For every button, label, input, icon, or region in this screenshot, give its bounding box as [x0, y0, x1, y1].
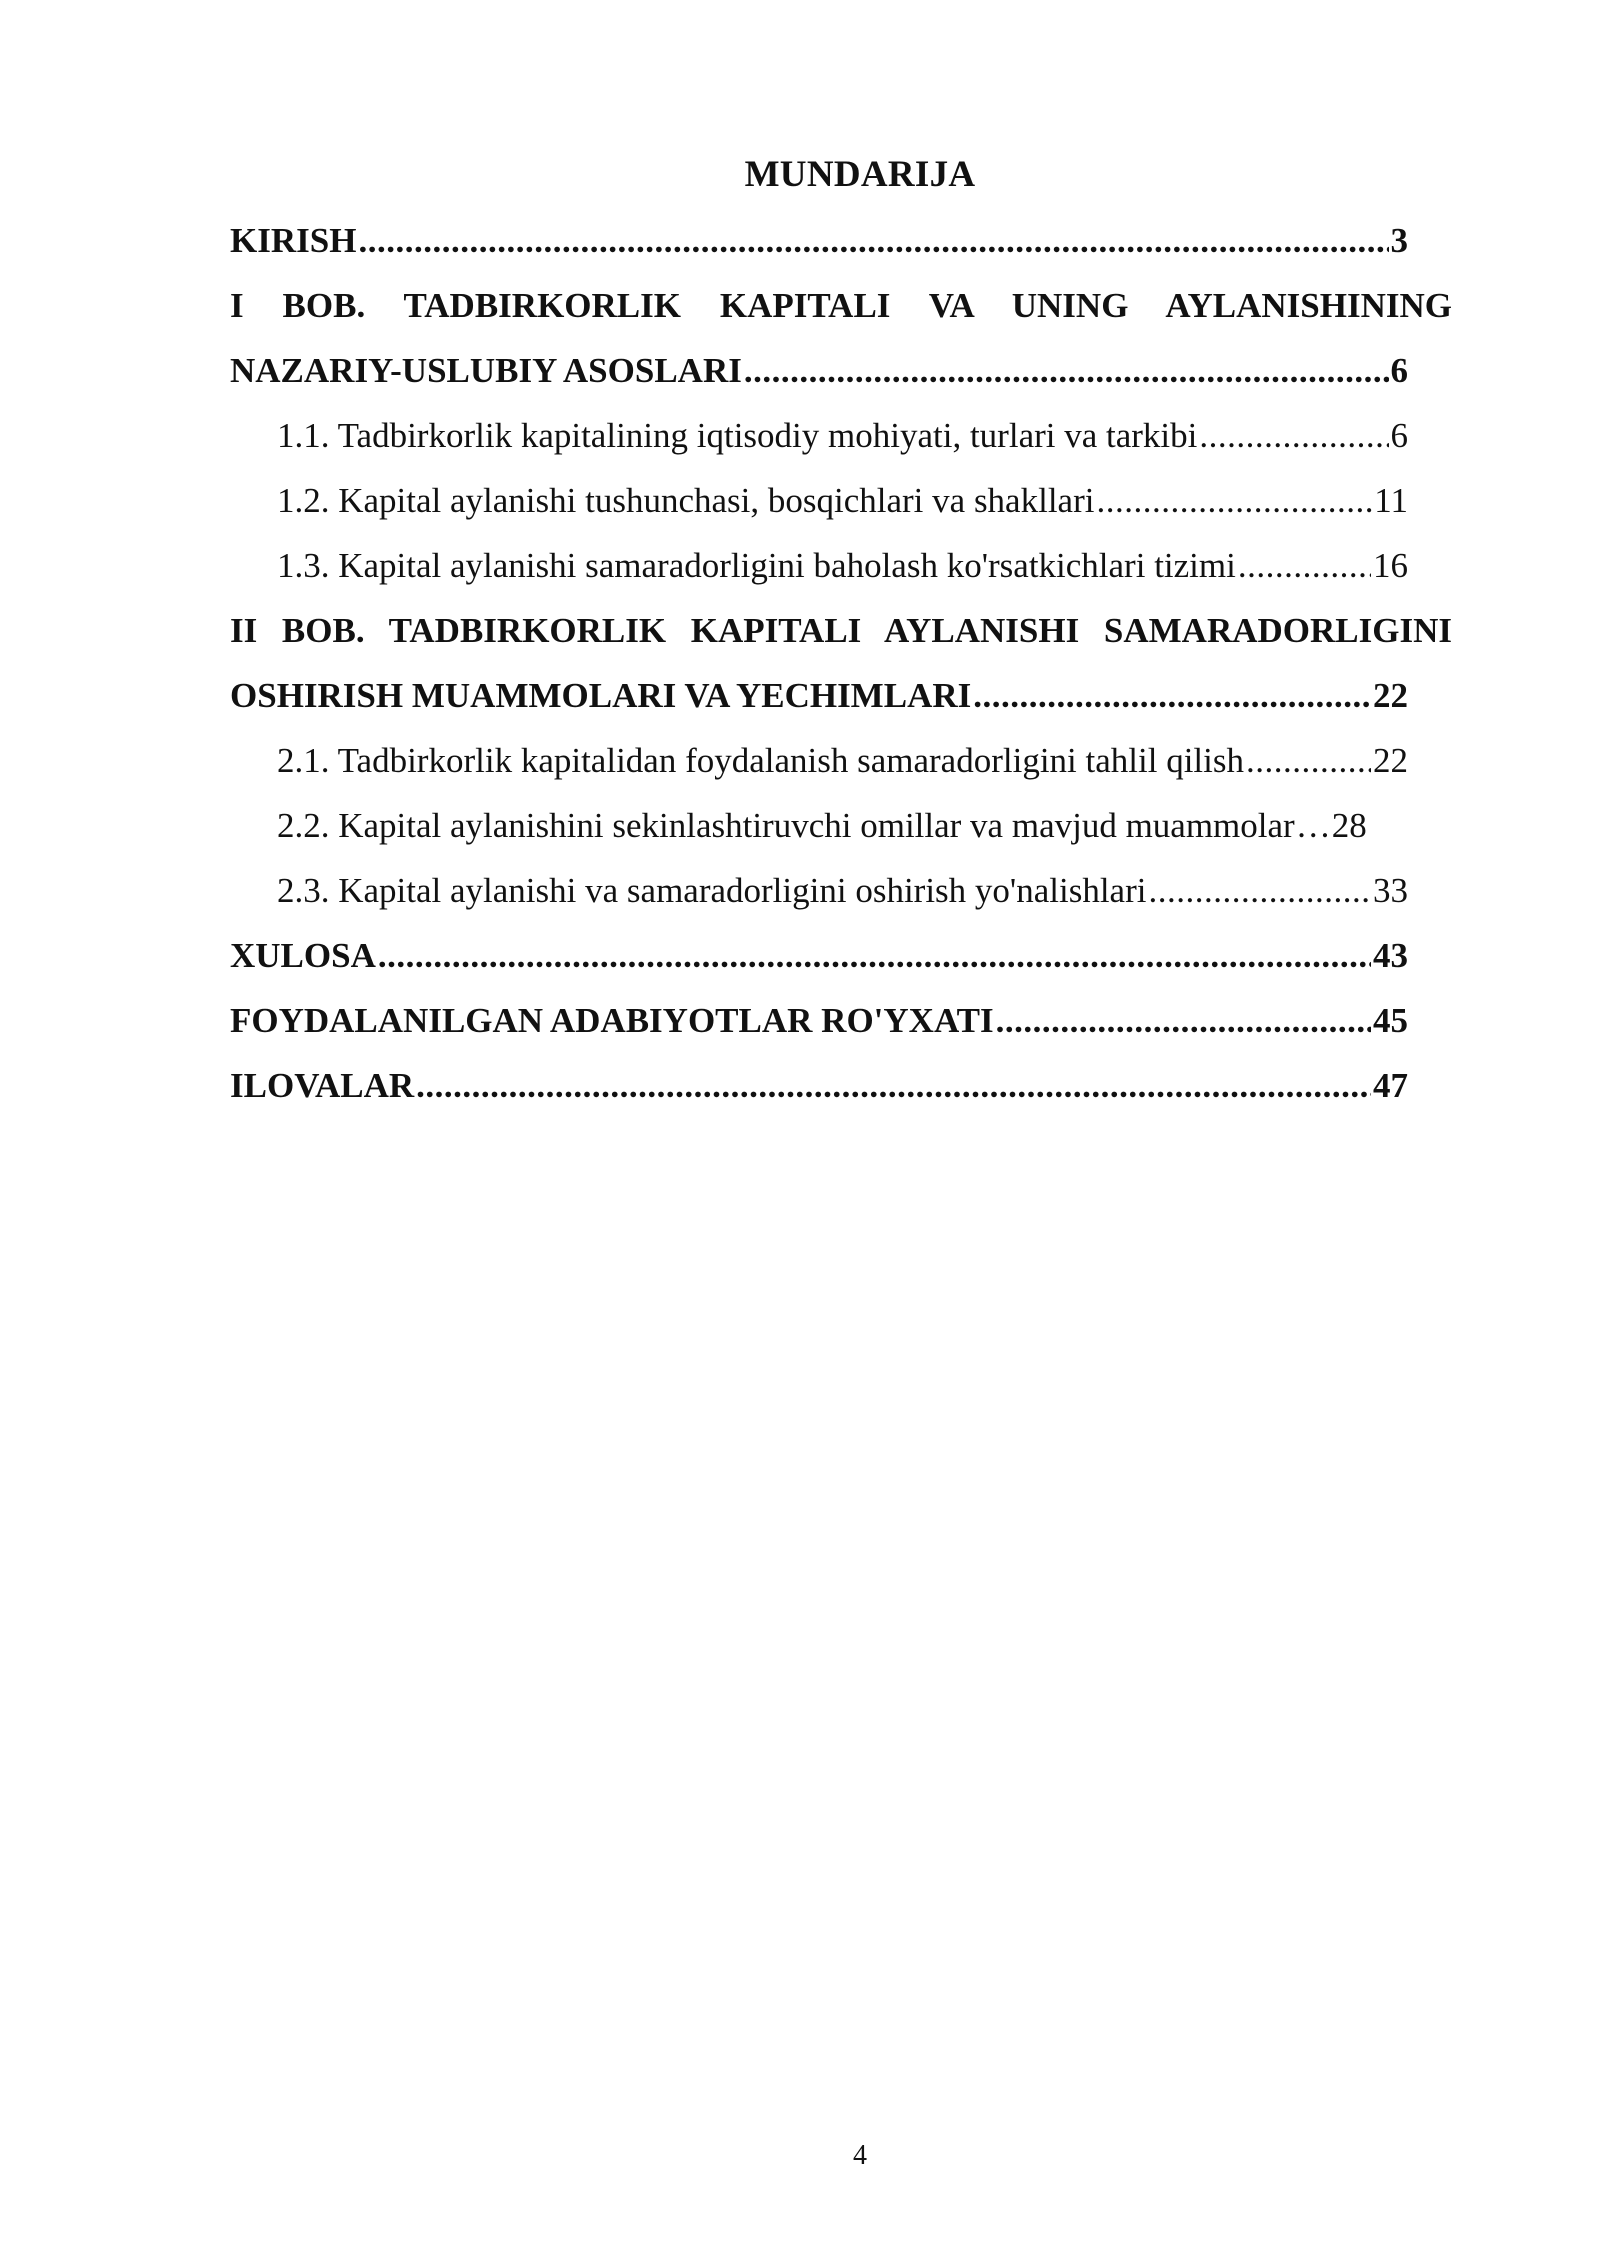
toc-entry-2-2[interactable]: [230, 793, 1452, 858]
toc-entry-label: KIRISH: [230, 221, 357, 260]
toc-page-number: 11: [1374, 481, 1408, 520]
toc-entry-kirish[interactable]: [230, 208, 1452, 273]
dot-leader: [416, 1053, 1371, 1118]
ellipsis-leader: …: [1295, 806, 1331, 845]
toc-entry-bob2[interactable]: [230, 598, 1452, 728]
toc-page-number: 33: [1373, 871, 1408, 910]
toc-page-number: 6: [1390, 416, 1408, 455]
toc-page-number: 45: [1373, 1001, 1408, 1040]
toc-page-number: 22: [1373, 741, 1408, 780]
toc-entry-1-1[interactable]: [230, 403, 1452, 468]
toc-page-number: 47: [1373, 1066, 1408, 1105]
toc-page-number: 3: [1390, 221, 1408, 260]
toc-entry-xulosa[interactable]: [230, 923, 1452, 988]
toc-entry-label: FOYDALANILGAN ADABIYOTLAR RO'YXATI: [230, 1001, 994, 1040]
dot-leader: [973, 663, 1371, 728]
toc-entry-label: 2.1. Tadbirkorlik kapitalidan foydalanish samaradorligini tahlil qilish: [277, 741, 1244, 780]
dot-leader: [744, 338, 1389, 403]
toc-page-number: 43: [1373, 936, 1408, 975]
toc-entry-label: XULOSA: [230, 936, 376, 975]
toc-entry-label: ILOVALAR: [230, 1066, 415, 1105]
dot-leader: [1096, 468, 1372, 533]
dot-leader: [1238, 533, 1371, 598]
table-of-contents: [230, 208, 1452, 1118]
toc-page-number: 28: [1331, 806, 1367, 845]
toc-entry-2-3[interactable]: [230, 858, 1452, 923]
toc-entry-2-1[interactable]: [230, 728, 1452, 793]
page-number: 4: [853, 2140, 867, 2171]
toc-entry-label: 2.2. Kapital aylanishini sekinlashtiruvchi omillar va mavjud muammolar: [277, 806, 1295, 845]
dot-leader: [996, 988, 1371, 1053]
toc-page-number: 6: [1390, 351, 1408, 390]
dot-leader: [1246, 728, 1371, 793]
toc-entry-label: 2.3. Kapital aylanishi va samaradorligini oshirish yo'nalishlari: [277, 871, 1147, 910]
toc-title: MUNDARIJA: [744, 154, 976, 195]
toc-entry-bob1[interactable]: [230, 273, 1452, 403]
dot-leader: [1148, 858, 1371, 923]
dot-leader: [1199, 403, 1388, 468]
toc-entry-label: 1.2. Kapital aylanishi tushunchasi, bosqichlari va shakllari: [277, 481, 1095, 520]
toc-entry-label: 1.1. Tadbirkorlik kapitalining iqtisodiy mohiyati, turlari va tarkibi: [277, 416, 1198, 455]
toc-page-number: 16: [1373, 546, 1408, 585]
toc-page-number: 22: [1373, 676, 1408, 715]
dot-leader: [358, 208, 1388, 273]
toc-entry-label-line2: OSHIRISH MUAMMOLARI VA YECHIMLARI: [230, 676, 972, 715]
toc-entry-label: 1.3. Kapital aylanishi samaradorligini baholash ko'rsatkichlari tizimi: [277, 546, 1236, 585]
dot-leader: [378, 923, 1371, 988]
toc-entry-ilovalar[interactable]: [230, 1053, 1452, 1118]
toc-entry-label-line1: II BOB. TADBIRKORLIK KAPITALI AYLANISHI SAMARADORLIGINI: [230, 611, 1452, 650]
toc-entry-label-line2: NAZARIY-USLUBIY ASOSLARI: [230, 351, 742, 390]
toc-entry-adabiyotlar[interactable]: [230, 988, 1452, 1053]
toc-entry-1-3[interactable]: [230, 533, 1452, 598]
toc-entry-label-line1: I BOB. TADBIRKORLIK KAPITALI VA UNING AYLANISHINING: [230, 286, 1452, 325]
toc-entry-1-2[interactable]: [230, 468, 1452, 533]
